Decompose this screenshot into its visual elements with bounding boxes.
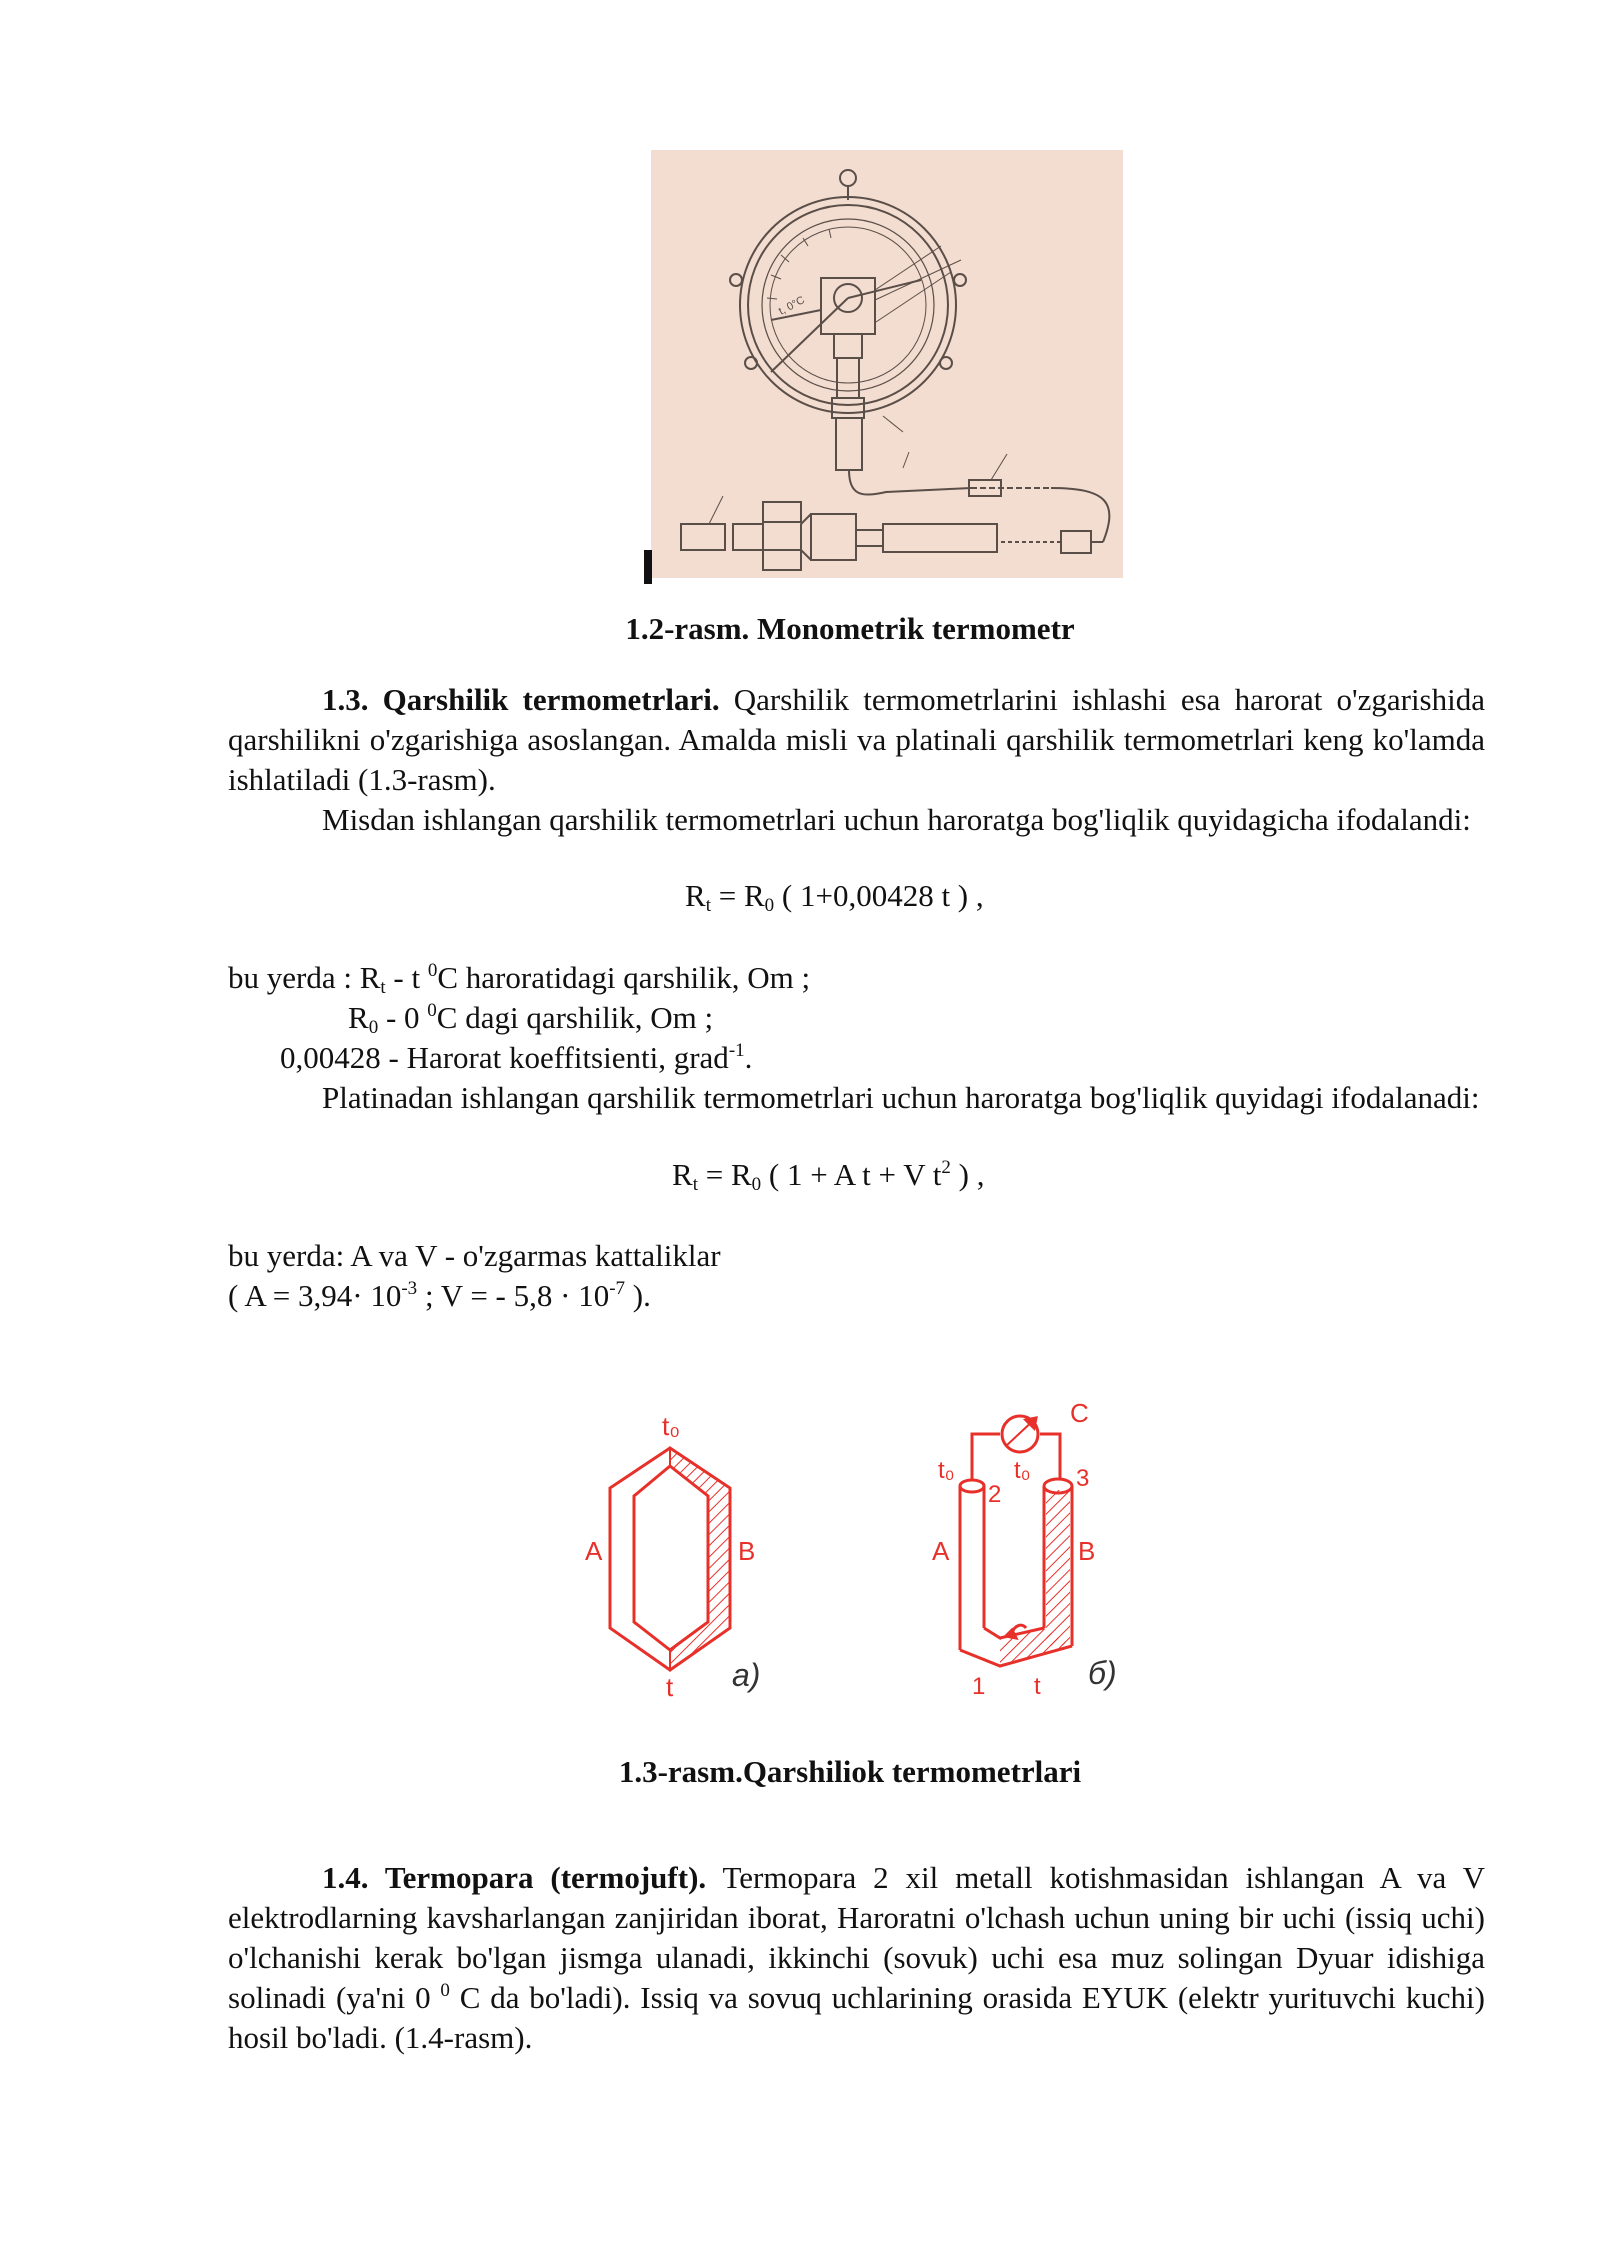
where1-line2: $R_0 - 0$ $^0$C dagi qarshilik, Om ;: [348, 1000, 714, 1038]
diagram-b-t0-right: t₀: [1014, 1457, 1031, 1484]
diagram-b-meter-label: C: [1070, 1400, 1089, 1428]
where2-line2: ( $A = 3,94\cdot 10^{-3}$ ; V = - $5,8 \cdot 10^{-7}$ ).: [228, 1278, 651, 1313]
section-1-3-text: Qarshilik termometrlarini ishlashi esa harorat o'zgarishida qarshilikni o'zgarishiga asoslangan. Amalda misli va platinali qarshilik termometrlari keng ko'lamda ishlatiladi (1.3-rasm).: [228, 682, 1485, 797]
manometric-thermometer-drawing: [651, 150, 1123, 578]
diagram-b-bottom-label: t: [1034, 1673, 1041, 1700]
diagram-b: [960, 1416, 1072, 1666]
diagram-a-bottom-label: t: [666, 1672, 674, 1702]
copper-formula: $R_t = R_0$ ( 1+0,00428 t ) ,: [685, 878, 984, 916]
platinum-formula: $R_t = R_0$ ( 1 + A t + V $t^2$ ) ,: [672, 1157, 985, 1195]
section-1-3-paragraph: [228, 680, 1485, 800]
figure-1-3-caption: 1.3-rasm.Qarshiliok termometrlari: [618, 1754, 1082, 1789]
diagram-a-left-label: A: [585, 1536, 603, 1566]
where2-line1: bu yerda: A va V - o'zgarmas kattaliklar: [228, 1238, 721, 1273]
dial-scale-label: t, 0°C: [776, 294, 807, 318]
section-1-3-heading: 1.3. Qarshilik termometrlari.: [322, 682, 720, 717]
figure-1-2-caption: 1.2-rasm. Monometrik termometr: [625, 611, 1075, 646]
figure-resistance-thermometers: [560, 1400, 1180, 1730]
diagram-a: [610, 1448, 730, 1670]
copper-intro-text: Misdan ishlangan qarshilik termometrlari uchun haroratga bog'liqlik quyidagicha ifodalandi:: [322, 802, 1471, 837]
diagram-b-tag: б): [1088, 1655, 1117, 1691]
platinum-intro-text: Platinadan ishlangan qarshilik termometrlari uchun haroratga bog'liqlik quyidagi ifodalanadi:: [322, 1080, 1480, 1115]
figure-marker-bar: [644, 550, 652, 584]
figure-manometric-thermometer: [651, 150, 1123, 578]
section-1-4-heading: 1.4. Termopara (termojuft).: [322, 1860, 707, 1895]
diagram-b-number-1: 1: [972, 1673, 986, 1700]
where1-line1: bu yerda : $R_t$ - t $^0$C haroratidagi qarshilik, Om ;: [228, 960, 811, 998]
where1-line3: 0,00428 - Harorat koeffitsienti, grad$^{-1}$.: [280, 1040, 753, 1075]
section-1-4-paragraph: 1.4. Termopara (termojuft). Termopara 2 xil metall kotishmasidan ishlangan A va V elektrodlarning kavsharlangan zanjiridan iborat, Haroratni o'lchash uchun uning bir uchi (issiq uchi) o'lchanishi kerak bo'lgan jismga ulanadi, ikkinchi (sovuk) uchi esa muz solingan Dyuar idishiga solinadi (ya'ni 0 $^0$ C da bo'ladi). Issiq va sovuq uchlarining orasida EYUK (elektr yurituvchi kuchi) hosil bo'ladi. (1.4-rasm).: [228, 1860, 1485, 2055]
diagram-a-tag: a): [732, 1657, 761, 1693]
diagram-a-right-label: B: [738, 1536, 756, 1566]
platinum-intro-paragraph: [228, 1078, 1485, 1118]
diagram-b-t0-left: t₀: [938, 1457, 955, 1484]
diagram-b-number-3: 3: [1076, 1465, 1090, 1492]
diagram-b-left-label: A: [932, 1536, 950, 1566]
diagram-b-number-2: 2: [988, 1481, 1002, 1508]
diagram-b-right-label: B: [1078, 1536, 1096, 1566]
diagram-a-top-label: t₀: [662, 1411, 681, 1441]
resistance-thermometer-drawing: [560, 1400, 1180, 1730]
copper-intro-paragraph: [228, 800, 1485, 840]
